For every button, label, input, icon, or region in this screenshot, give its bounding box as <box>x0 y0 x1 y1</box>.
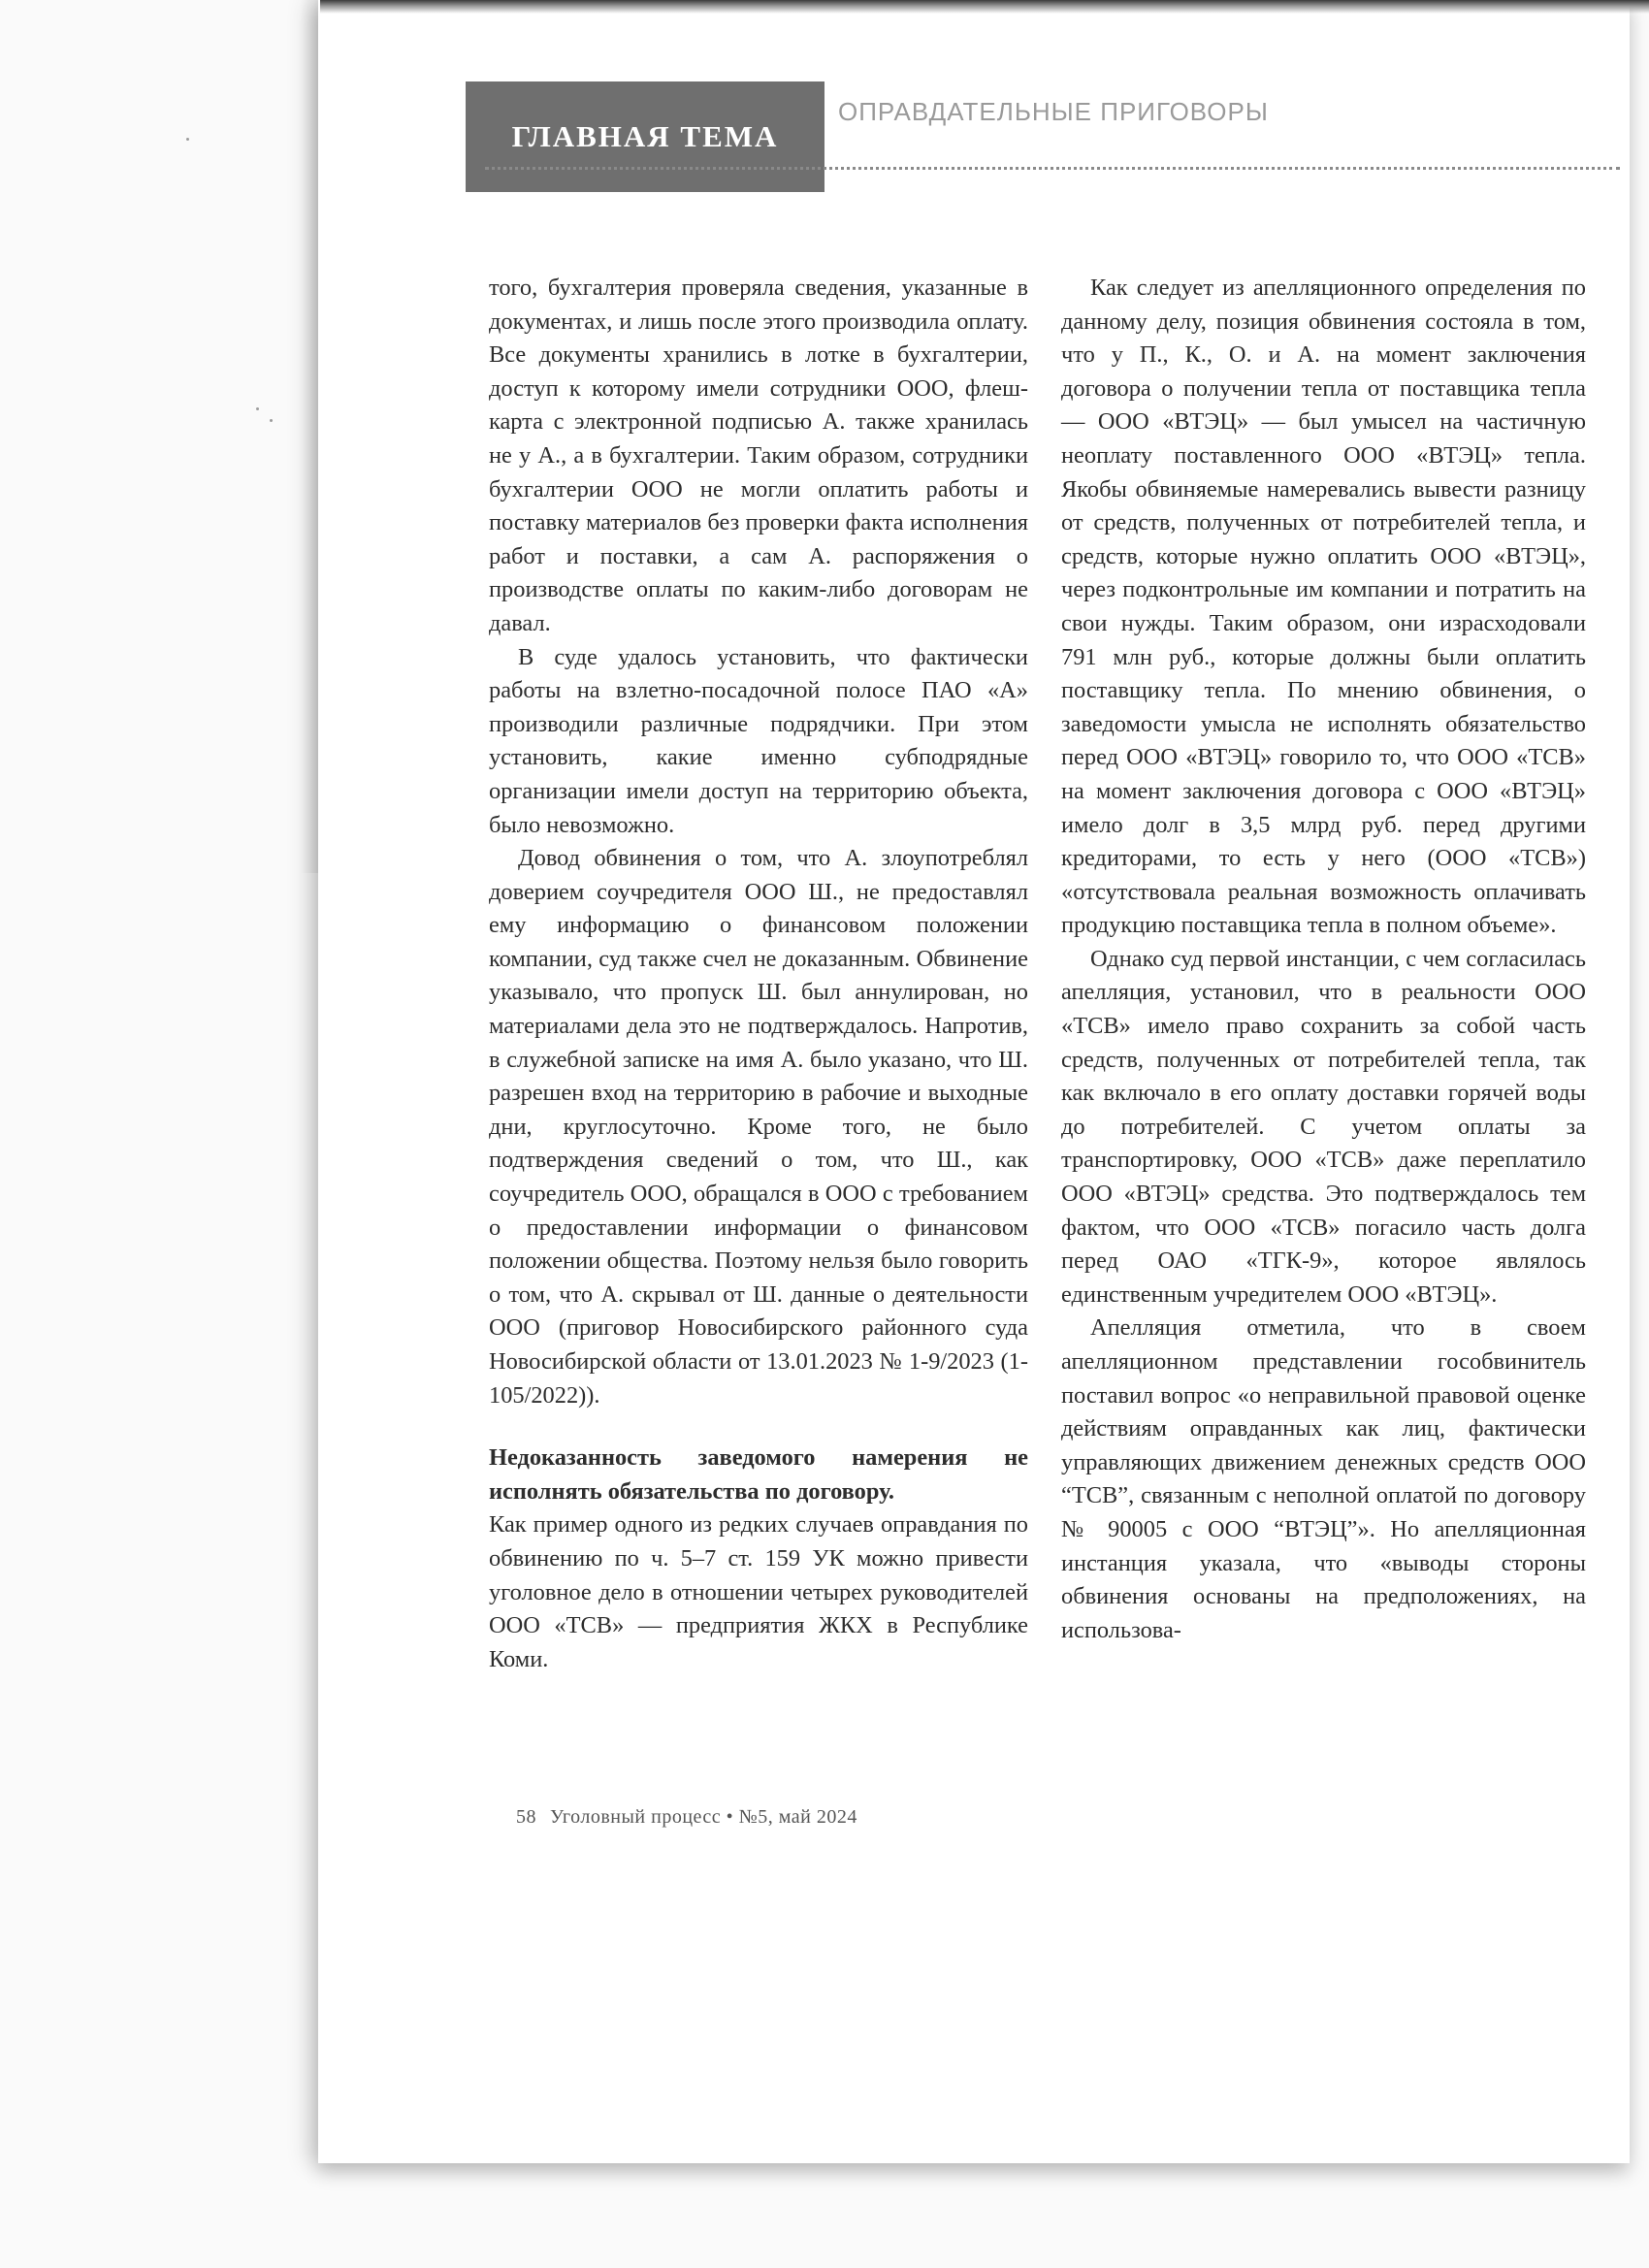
paragraph: В суде удалось установить, что фактически работы на взлетно-посадочной полосе ПАО «А» производили различные подрядчики. При этом установить, какие именно субподрядные организации имели доступ на территорию объекта, было невозможно. <box>489 643 1028 838</box>
paragraph: Апелляция отметила, что в своем апелляционном представлении гособвинитель поставил вопрос «о неправильной правовой оценке действиям оправданных как лиц, фактически управляющих движением денежных средств ООО “ТСВ”, связанным с неполной оплатой по договору № 90005 с ООО “ВТЭЦ”». Но апелляционная инстанция указала, что «выводы стороны обвинения основаны на предположениях, на использова- <box>1061 1314 1586 1643</box>
scan-speck <box>270 419 273 422</box>
journal-issue: Уголовный процесс • №5, май 2024 <box>550 1806 857 1828</box>
header-dotted-rule <box>485 167 1620 170</box>
right-column <box>1061 272 1586 1647</box>
scan-speck <box>256 407 259 410</box>
paragraph: Однако суд первой инстанции, с чем согласилась апелляция, установил, что в реальности ООО «ТСВ» имело право сохранить за собой часть средств, полученных от потребителей тепла, так как включало в его оплату доставки горячей воды до потребителей. С учетом оплаты за транспортировку, ООО «ТСВ» даже переплатило ООО «ВТЭЦ» средства. Это подтверждалось тем фактом, что ООО «ТСВ» погасило часть долга перед ОАО «ТГК-9», которое являлось единственным учредителем ООО «ВТЭЦ». <box>1061 945 1586 1308</box>
paragraph: Как пример одного из редких случаев оправдания по обвинению по ч. 5–7 ст. 159 УК можно привести уголовное дело в отношении четырех руководителей ООО «ТСВ» — предприятия ЖКХ в Республике Коми. <box>489 1511 1028 1672</box>
left-column <box>489 272 1028 1676</box>
page-number: 58 <box>516 1806 536 1828</box>
subsection-heading: Недоказанность заведомого намерения не исполнять обязательства по договору. <box>489 1444 1028 1505</box>
scan-speck <box>186 138 189 141</box>
section-tag: ГЛАВНАЯ ТЕМА <box>466 81 824 192</box>
section-subtitle: ОПРАВДАТЕЛЬНЫЕ ПРИГОВОРЫ <box>838 97 1269 126</box>
paragraph: Довод обвинения о том, что А. злоупотреблял доверием соучредителя ООО Ш., не предоставлял ему информацию о финансовом положении компании, суд также счел не доказанным. Обвинение указывало, что пропуск Ш. был аннулирован, но материалами дела это не подтверждалось. Напротив, в служебной записке на имя А. было указано, что Ш. разрешен вход на территорию в рабочие и выходные дни, круглосуточно. Кроме того, не было подтверждения сведений о том, что Ш., как соучредитель ООО, обращался в ООО с требованием о предоставлении информации о финансовом положении общества. Поэтому нельзя было говорить о том, что А. скрывал от Ш. данные о деятельности ООО (приговор Новосибирского районного суда Новосибирской области от 13.01.2023 № 1-9/2023 (1-105/2022)). <box>489 845 1028 1409</box>
paragraph: того, бухгалтерия проверяла сведения, указанные в документах, и лишь после этого производила оплату. Все документы хранились в лотке в бухгалтерии, доступ к которому имели сотрудники ООО, флеш-карта с электронной подписью А. также хранилась не у А., а в бухгалтерии. Таким образом, сотрудники бухгалтерии ООО не могли оплатить работы и поставку материалов без проверки факта исполнения работ и поставки, а сам А. распоряжения о производстве оплаты по каким-либо договорам не давал. <box>489 275 1028 636</box>
page-footer <box>516 1806 857 1829</box>
scan-edge-top <box>320 0 1649 14</box>
paragraph: Как следует из апелляционного определения по данному делу, позиция обвинения состояла в том, что у П., К., О. и А. на момент заключения договора о получении тепла от поставщика тепла — ООО «ВТЭЦ» — был умысел на частичную неоплату поставленного ООО «ВТЭЦ» тепла. Якобы обвиняемые намеревались вывести разницу от средств, полученных от потребителей тепла, и средств, которые нужно оплатить ООО «ВТЭЦ», через подконтрольные им компании и потратить на свои нужды. Таким образом, они израсходовали 791 млн руб., которые должны были оплатить поставщику тепла. По мнению обвинения, о заведомости умысла не исполнять обязательство перед ООО «ВТЭЦ» говорило то, что ООО «ТСВ» на момент заключения договора с ООО «ВТЭЦ» имело долг в 3,5 млрд руб. перед другими кредиторами, то есть у него (ООО «ТСВ») «отсутствовала реальная возможность оплачивать продукцию поставщика тепла в полном объеме». <box>1061 275 1586 939</box>
